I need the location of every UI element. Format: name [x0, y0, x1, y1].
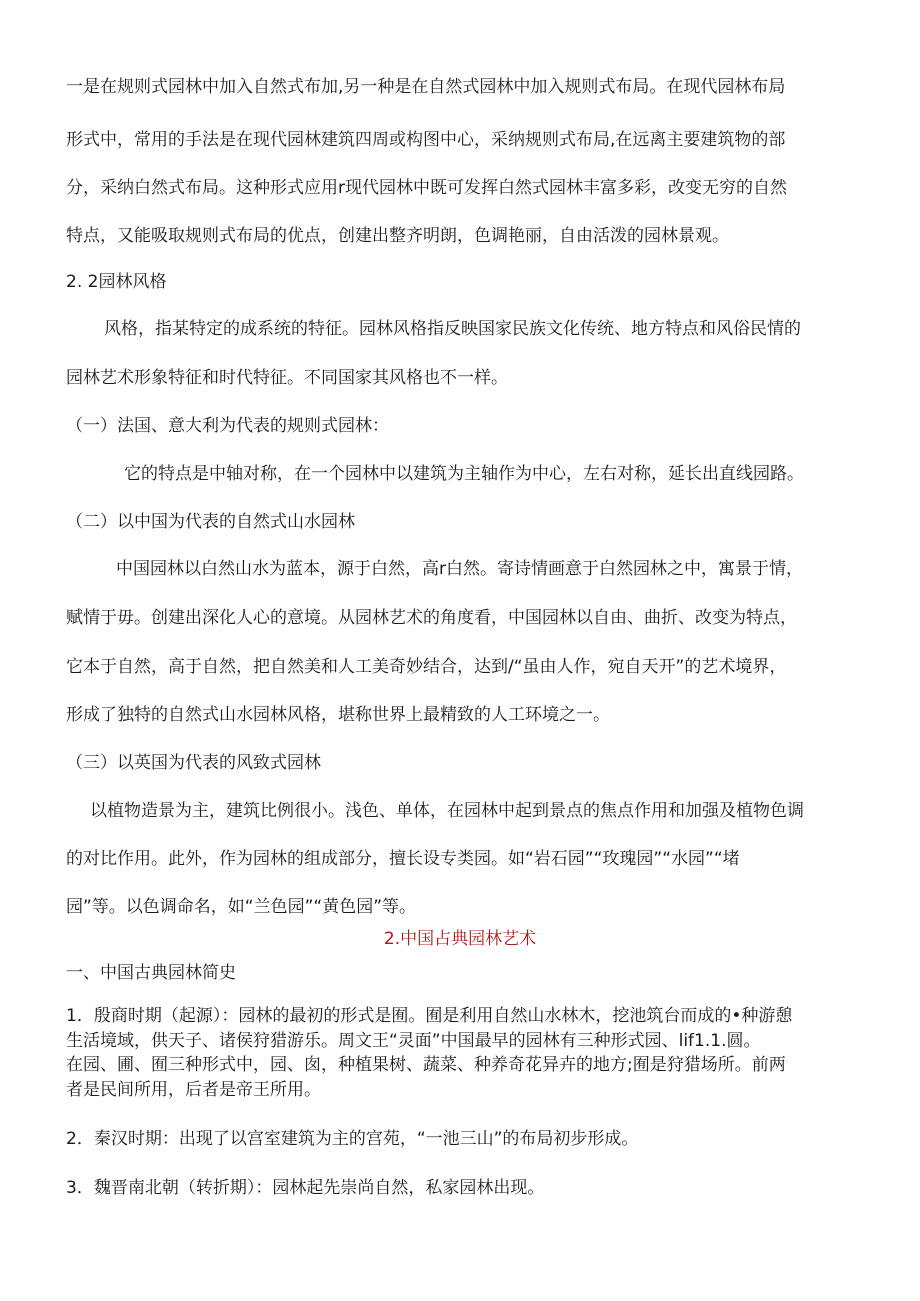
- paragraph-line: 分，采纳白然式布局。这种形式应用r现代园林中既可发挥白然式园林丰富多彩，改变无穷的自然: [66, 178, 787, 198]
- paragraph-line: 一是在规则式园林中加入自然式布加,另一种是在自然式园林中加入规则式布局。在现代园林布局: [66, 77, 786, 97]
- section-heading: 2. 2园林风格: [66, 272, 167, 292]
- list-item-line: 在园、圃、囿三种形式中，园、囱，种植果树、蔬菜、种养奇花异卉的地方;囿是狩猎场所。前两: [66, 1055, 786, 1075]
- subsection-heading: （二）以中国为代表的自然式山水园林: [66, 512, 355, 532]
- paragraph-line: 园林艺术形象特征和时代特征。不同国家其风格也不一样。: [66, 368, 508, 388]
- subsection-heading: （一）法国、意大利为代表的规则式园林：: [66, 416, 389, 436]
- paragraph-line: 形式中，常用的手法是在现代园林建筑四周或构图中心，采纳规则式布局,在远离主要建筑物的部: [66, 130, 786, 150]
- paragraph-line: 它的特点是中轴对称，在一个园林中以建筑为主轴作为中心，左右对称，延长出直线园路。: [124, 464, 804, 484]
- paragraph-line: 特点，又能吸取规则式布局的优点，创建出整齐明朗，色调艳丽，自由活泼的园林景观。: [66, 226, 729, 246]
- paragraph-line: 中国园林以白然山水为蓝本，源于白然，高r白然。寄诗情画意于白然园林之中，寓景于情，: [116, 559, 803, 579]
- list-item-line: 生活境域，供天子、诸侯狩猎游乐。周文王“灵面”中国最早的园林有三种形式园、lif1.1.圆。: [66, 1031, 761, 1051]
- paragraph-line: 以植物造景为主，建筑比例很小。浅色、单体，在园林中起到景点的焦点作用和加强及植物色调: [90, 801, 804, 821]
- subsection-heading: （三）以英国为代表的风致式园林: [66, 753, 321, 773]
- paragraph-line: 它本于自然，高于自然，把自然美和人工美奇妙结合，达到/“虽由人作，宛自天开”的艺术境界，: [66, 657, 787, 677]
- paragraph-line: 的对比作用。此外，作为园林的组成部分，擅长设专类园。如“岩石园”“玫瑰园”“水园”“堵: [66, 849, 740, 869]
- list-item: 2．秦汉时期：出现了以宫室建筑为主的宫苑，“一池三山”的布局初步形成。: [66, 1129, 639, 1149]
- paragraph-line: 赋情于毋。创建出深化人心的意境。从园林艺术的角度看，中国园林以自由、曲折、改变为特点，: [66, 608, 797, 628]
- paragraph-line: 形成了独特的自然式山水园林风格，堪称世界上最精致的人工环境之一。: [66, 705, 610, 725]
- chapter-title: 2.中国占典园林艺术: [383, 929, 537, 949]
- sub-heading: 一、中国古典园林简史: [66, 963, 236, 983]
- paragraph-line: 风格，指某特定的成系统的特征。园林风格指反映国家民族文化传统、地方特点和风俗民情的: [104, 319, 801, 339]
- paragraph-line: 园”等。以色调命名，如“兰色园”“黄色园”等。: [66, 897, 417, 917]
- list-item: 3．魏晋南北朝（转折期）：园林起先崇尚自然，私家园林出现。: [66, 1178, 545, 1198]
- list-item-line: 1．殷商时期（起源）：园林的最初的形式是囿。囿是利用自然山水林木，挖池筑台而成的•种游憩: [66, 1006, 793, 1026]
- list-item-line: 者是民间所用，后者是帝王所用。: [66, 1080, 321, 1100]
